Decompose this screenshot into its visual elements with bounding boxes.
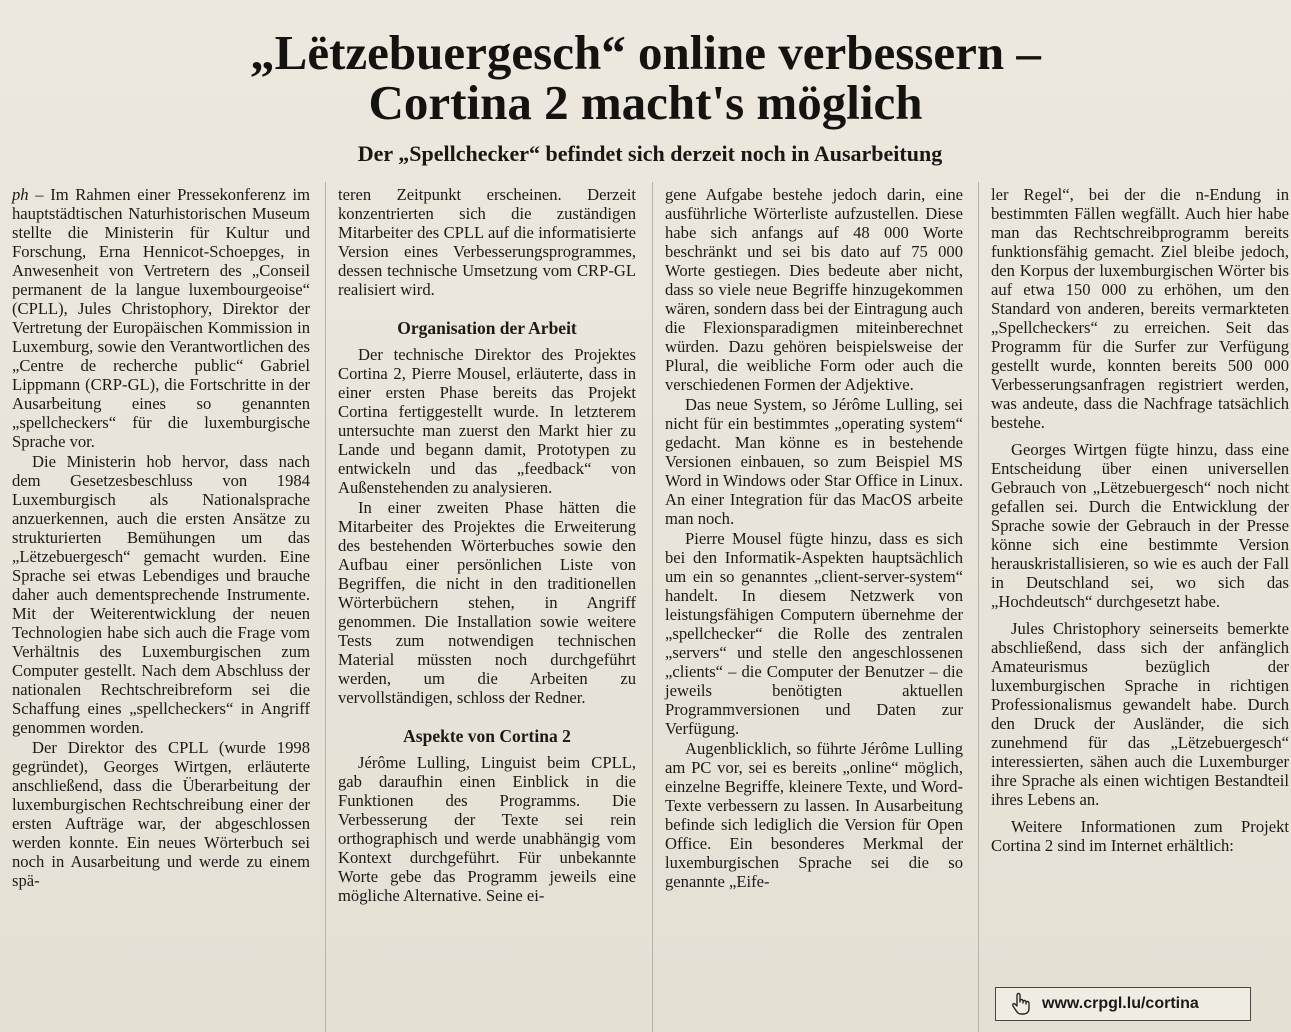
byline: ph <box>12 185 29 204</box>
section-heading: Aspekte von Cortina 2 <box>403 726 571 746</box>
paragraph: teren Zeitpunkt erscheinen. Derzeit konzentrierten sich die zuständigen Mitarbeiter des CPLL auf die informatisierte Version eines Verbesserungsprogrammes, dessen technische Umsetzung vom CRP-GL realisiert wird. <box>338 185 636 299</box>
paragraph: Jules Christophory seinerseits bemerkte abschließend, dass sich der anfänglich Amateurismus bezüglich der luxemburgischen Sprache in richtigen Professionalismus gewandelt habe. Durch den Druck der Ausländer, die sich zunehmend für das „Lëtzebuergesch“ interessierten, sähen auch die Luxemburger ihre Sprache als einen wichtigen Bestandteil ihres Lebens an. <box>991 619 1289 809</box>
paragraph: Weitere Informationen zum Projekt Cortina 2 sind im Internet erhältlich: <box>991 817 1289 855</box>
article-column-1 <box>12 185 310 891</box>
pointing-hand-icon <box>1010 992 1032 1016</box>
paragraph: Pierre Mousel fügte hinzu, dass es sich bei den Informatik-Aspekten hauptsächlich um ein so genanntes „client-server-system“ handelt. In diesem Netzwerk von leistungsfähigen Computern übernehme der „spellchecker“ die Rolle des zentralen „servers“ und stelle den angeschlossenen „clients“ – die Computer der Benutzer – die jeweils benötigten aktuellen Programmversionen und Daten zur Verfügung. <box>665 529 963 738</box>
column-rule <box>978 182 979 1032</box>
paragraph: Das neue System, so Jérôme Lulling, sei nicht für ein bestimmtes „operating system“ gedacht. Man könne es in bestehende Versionen einbauen, so zum Beispiel MS Word in Windows oder Star Office in Linux. An einer Integration für das MacOS arbeite man noch. <box>665 395 963 528</box>
article-column-3 <box>665 185 963 892</box>
paragraph: Der technische Direktor des Projektes Cortina 2, Pierre Mousel, erläuterte, dass in einer ersten Phase bereits das Projekt Cortina fertiggestellt wurde. In letzterem untersuchte man zuerst den Markt hier zu Lande und begann damit, Prototypen zu entwickeln und das „feedback“ von Außenstehenden zu analysieren. <box>338 345 636 497</box>
paragraph: ler Regel“, bei der die n-Endung in bestimmten Fällen wegfällt. Auch hier habe man das Rechtschreibprogramm bereits funktionsfähig gemacht. Ziel bleibe jedoch, den Korpus der luxemburgischen Wörter bis auf etwa 150 000 zu erhöhen, um den Standard von anderen, bereits vermarkteten „Spellcheckers“ zu erreichen. Seit das Programm für die Surfer zur Verfügung gestellt wurde, konnten bereits 500 000 Verbesserungsanfragen registriert werden, was andeute, dass die Nachfrage tatsächlich bestehe. <box>991 185 1289 432</box>
article-column-4 <box>991 185 1289 856</box>
headline-line-1: „Lëtzebuergesch“ online verbessern – <box>250 25 1041 80</box>
url-link[interactable]: www.crpgl.lu/cortina <box>1042 995 1199 1012</box>
paragraph: Augenblicklich, so führte Jérôme Lulling am PC vor, sei es bereits „online“ möglich, einzelne Begriffe, kleinere Texte, und Word-Texte verbessern zu lassen. In Ausarbeitung befinde sich lediglich die Version für Open Office. Ein besonderes Merkmal der luxemburgischen Sprache sei die so genannte „Eife- <box>665 739 963 891</box>
paragraph: Jérôme Lulling, Linguist beim CPLL, gab daraufhin einen Einblick in die Funktionen des Programms. Die Verbesserung der Texte sei rein orthographisch und werde unabhängig vom Kontext durchgeführt. Für unbekannte Worte gebe das Programm jeweils eine mögliche Alternative. Seine ei- <box>338 753 636 905</box>
subheadline: Der „Spellchecker“ befindet sich derzeit noch in Ausarbeitung <box>357 141 943 166</box>
paragraph: gene Aufgabe bestehe jedoch darin, eine ausführliche Wörterliste aufzustellen. Diese habe sich anfangs auf 48 000 Worte beschränkt und sei bis dato auf 75 000 Worte gestiegen. Dies bedeute aber nicht, dass so viele neue Begriffe hinzugekommen wären, sondern dass bei der Eintragung auch die Flexionsparadigmen miteinberechnet würden. Dazu gehören beispielsweise der Plural, die weibliche Form oder auch die verschiedenen Formen der Adjektive. <box>665 185 963 394</box>
column-rule <box>325 182 326 1032</box>
article-column-2 <box>338 185 636 906</box>
headline-line-2: Cortina 2 macht's möglich <box>368 75 923 130</box>
paragraph: Die Ministerin hob hervor, dass nach dem Gesetzesbeschluss von 1984 Luxemburgisch als Nationalsprache anzuerkennen, auch die ersten Ansätze zu strukturierten Bemühungen um das „Lëtzebuergesch“ gemacht wurden. Eine Sprache sei etwas Lebendiges und brauche daher auch dementsprechende Instrumente. Mit der Weiterentwicklung der neuen Technologien habe sich auch die Frage vom Verhältnis des Luxemburgischen zum Computer gestellt. Nach dem Abschluss der nationalen Rechtschreibreform sei die Schaffung eines „spellcheckers“ in Angriff genommen worden. <box>12 452 310 737</box>
paragraph: ph – Im Rahmen einer Pressekonferenz im hauptstädtischen Naturhistorischen Museum stellte die Ministerin für Kultur und Forschung, Erna Hennicot-Schoepges, in Anwesenheit von Vertretern des „Conseil permanent de la langue luxembourgeoise“ (CPLL), Jules Christophory, Direktor der Vertretung der Europäischen Kommission in Luxemburg, sowie den Verantwortlichen des „Centre de recherche public“ Gabriel Lippmann (CRP-GL), die Fortschritte in der Ausarbeitung eines so genannten „spellcheckers“ für die luxemburgische Sprache vor. <box>12 185 310 451</box>
section-heading: Organisation der Arbeit <box>397 318 577 338</box>
headline <box>0 25 1291 130</box>
column-rule <box>652 182 653 1032</box>
paragraph: In einer zweiten Phase hätten die Mitarbeiter des Projektes die Erweiterung des bestehenden Wörterbuches sowie den Aufbau einer persönlichen Liste von Begriffen, die nicht in den traditionellen Wörterbüchern stehen, in Angriff genommen. Die Installation sowie weitere Tests zum notwendigen technischen Material müssten noch durchgeführt werden, um die Arbeiten zu vervollständigen, schloss der Redner. <box>338 498 636 707</box>
paragraph: Der Direktor des CPLL (wurde 1998 gegründet), Georges Wirtgen, erläuterte anschließend, dass die Überarbeitung der luxemburgischen Rechtschreibung einer der ersten Aufträge war, der abgeschlossen werden konnte. Ein neues Wörterbuch sei noch in Ausarbeitung und werde zu einem spä- <box>12 738 310 890</box>
paragraph: Georges Wirtgen fügte hinzu, dass eine Entscheidung über einen universellen Gebrauch von „Lëtzebuergesch“ noch nicht gefallen sei. Durch die Entwicklung der Sprache sowie der Gebrauch in der Presse könne sich eine bestimmte Version herauskristallisieren, so wie es auch der Fall in Deutschland sei, wo sich das „Hochdeutsch“ durchgesetzt habe. <box>991 440 1289 611</box>
url-box[interactable] <box>995 987 1251 1021</box>
